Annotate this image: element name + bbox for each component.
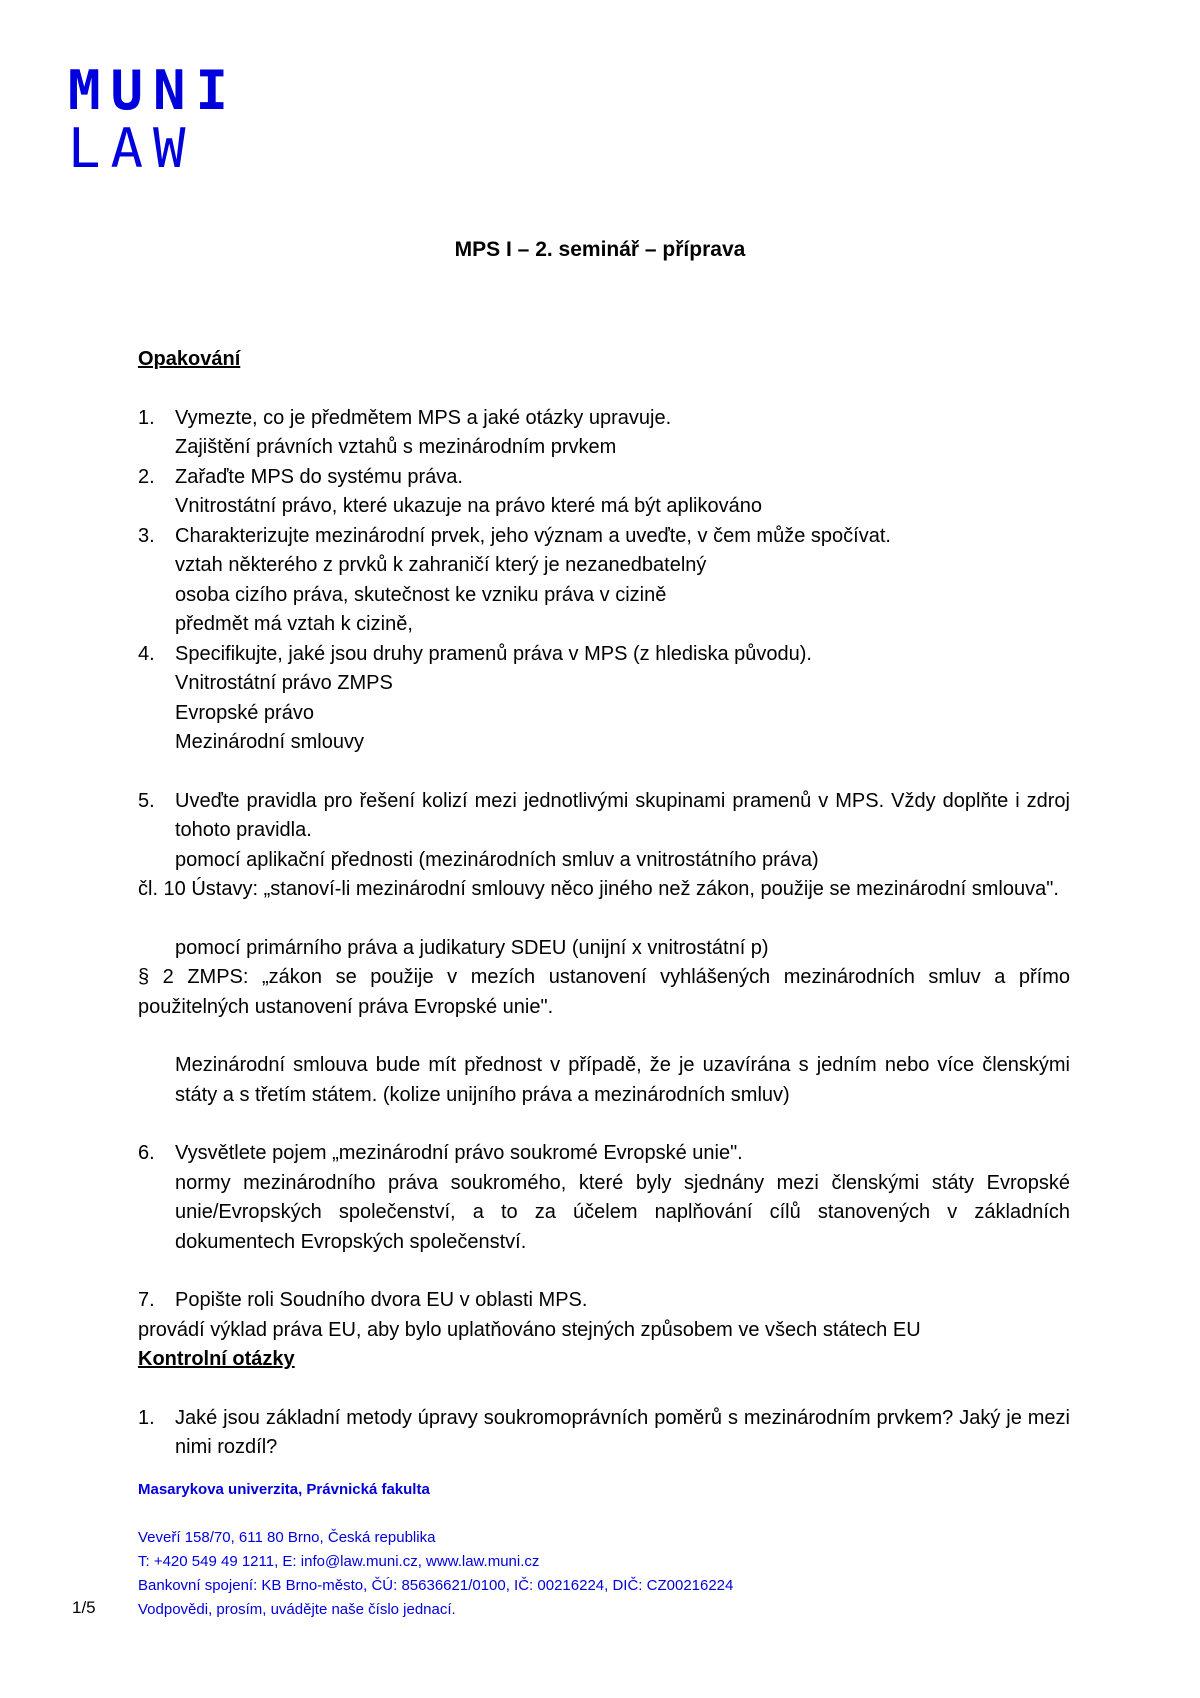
footer-address: Veveří 158/70, 611 80 Brno, Česká republika: [138, 1529, 436, 1546]
question-number: 7.: [138, 1289, 155, 1311]
answer-text: § 2 ZMPS: „zákon se použije v mezích ustanovení vyhlášených mezinárodních smluv a přímo použitelných ustanovení práva Evropské unie".: [138, 966, 1070, 1018]
question-number: 6.: [138, 1142, 155, 1164]
answer-text: provádí výklad práva EU, aby bylo uplatňováno stejných způsobem ve všech státech EU: [138, 1318, 921, 1341]
footer-contact: T: +420 549 49 1211, E: info@law.muni.cz, www.law.muni.cz: [138, 1553, 540, 1570]
question-text: Specifikujte, jaké jsou druhy pramenů práva v MPS (z hlediska původu).: [175, 642, 812, 665]
question-4: [138, 640, 1070, 670]
answer-text: Mezinárodní smlouva bude mít přednost v případě, že je uzavírána s jedním nebo více členskými státy a s třetím státem. (kolize unijního práva a mezinárodních smluv): [175, 1054, 1070, 1106]
answer-text: vztah některého z prvků k zahraničí který je nezanedbatelný: [175, 554, 707, 576]
question-5: [138, 787, 1070, 846]
answer-text: Evropské právo: [175, 701, 314, 724]
document-body: [138, 345, 1070, 1463]
question-number: 1.: [138, 406, 155, 429]
section-heading-opakovani: Opakování: [138, 348, 241, 370]
question-7: [138, 1286, 1070, 1316]
question-text: Jaké jsou základní metody úpravy soukromoprávních poměrů s mezinárodním prvkem? Jaký je mezi nimi rozdíl?: [175, 1406, 1070, 1458]
footer-bank: Bankovní spojení: KB Brno-město, ČÚ: 85636621/0100, IČ: 00216224, DIČ: CZ00216224: [138, 1577, 734, 1594]
answer-text: Zajištění právních vztahů s mezinárodním prvkem: [175, 436, 617, 458]
question-2: [138, 463, 1070, 493]
answer-text: pomocí aplikační přednosti (mezinárodních smluv a vnitrostátního práva): [175, 848, 819, 871]
answer-text: osoba cizího práva, skutečnost ke vzniku práva v cizině: [175, 583, 667, 606]
question-text: Popište roli Soudního dvora EU v oblasti MPS.: [175, 1289, 588, 1311]
footer-university: Masarykova univerzita, Právnická fakulta: [138, 1481, 430, 1498]
question-6: [138, 1139, 1070, 1169]
question-text: Zařaďte MPS do systému práva.: [175, 465, 463, 488]
logo-line-law: LAW: [68, 117, 196, 180]
answer-text: Vnitrostátní právo ZMPS: [175, 672, 393, 694]
section-heading-kontrolni-otazky: Kontrolní otázky: [138, 1348, 295, 1370]
question-number: 1.: [138, 1406, 155, 1429]
question-number: 3.: [138, 524, 155, 547]
question-number: 4.: [138, 642, 155, 665]
answer-text: normy mezinárodního práva soukromého, které byly sjednány mezi členskými státy Evropské unie/Evropských společenství, a to za účelem naplňování cílů stanovených v základních dokumentech Evropských společenství.: [175, 1171, 1070, 1253]
page-number: 1/5: [72, 1598, 96, 1617]
question-number: 5.: [138, 789, 155, 812]
question-number: 2.: [138, 465, 155, 488]
answer-text: předmět má vztah k cizině,: [175, 613, 413, 635]
question-text: Charakterizujte mezinárodní prvek, jeho význam a uveďte, v čem může spočívat.: [175, 524, 891, 547]
answer-text: Vnitrostátní právo, které ukazuje na právo které má být aplikováno: [175, 495, 762, 517]
muni-law-logo: [68, 59, 239, 180]
answer-text: Mezinárodní smlouvy: [175, 731, 364, 753]
footer-note: Vodpovědi, prosím, uvádějte naše číslo jednací.: [138, 1601, 456, 1618]
footer: [138, 1478, 733, 1622]
page-title: MPS I – 2. seminář – příprava: [454, 238, 746, 261]
control-question-1: [138, 1404, 1070, 1463]
question-3: [138, 522, 1070, 552]
logo-line-muni: MUNI: [68, 59, 239, 122]
question-1: [138, 404, 1070, 434]
answer-text: čl. 10 Ústavy: „stanoví-li mezinárodní smlouvy něco jiného než zákon, použije se mezinárodní smlouva".: [138, 878, 1059, 900]
answer-text: pomocí primárního práva a judikatury SDEU (unijní x vnitrostátní p): [175, 936, 769, 959]
question-text: Uveďte pravidla pro řešení kolizí mezi jednotlivými skupinami pramenů v MPS. Vždy doplňte i zdroj tohoto pravidla.: [175, 789, 1070, 841]
question-text: Vymezte, co je předmětem MPS a jaké otázky upravuje.: [175, 406, 672, 429]
question-text: Vysvětlete pojem „mezinárodní právo soukromé Evropské unie".: [175, 1142, 743, 1164]
